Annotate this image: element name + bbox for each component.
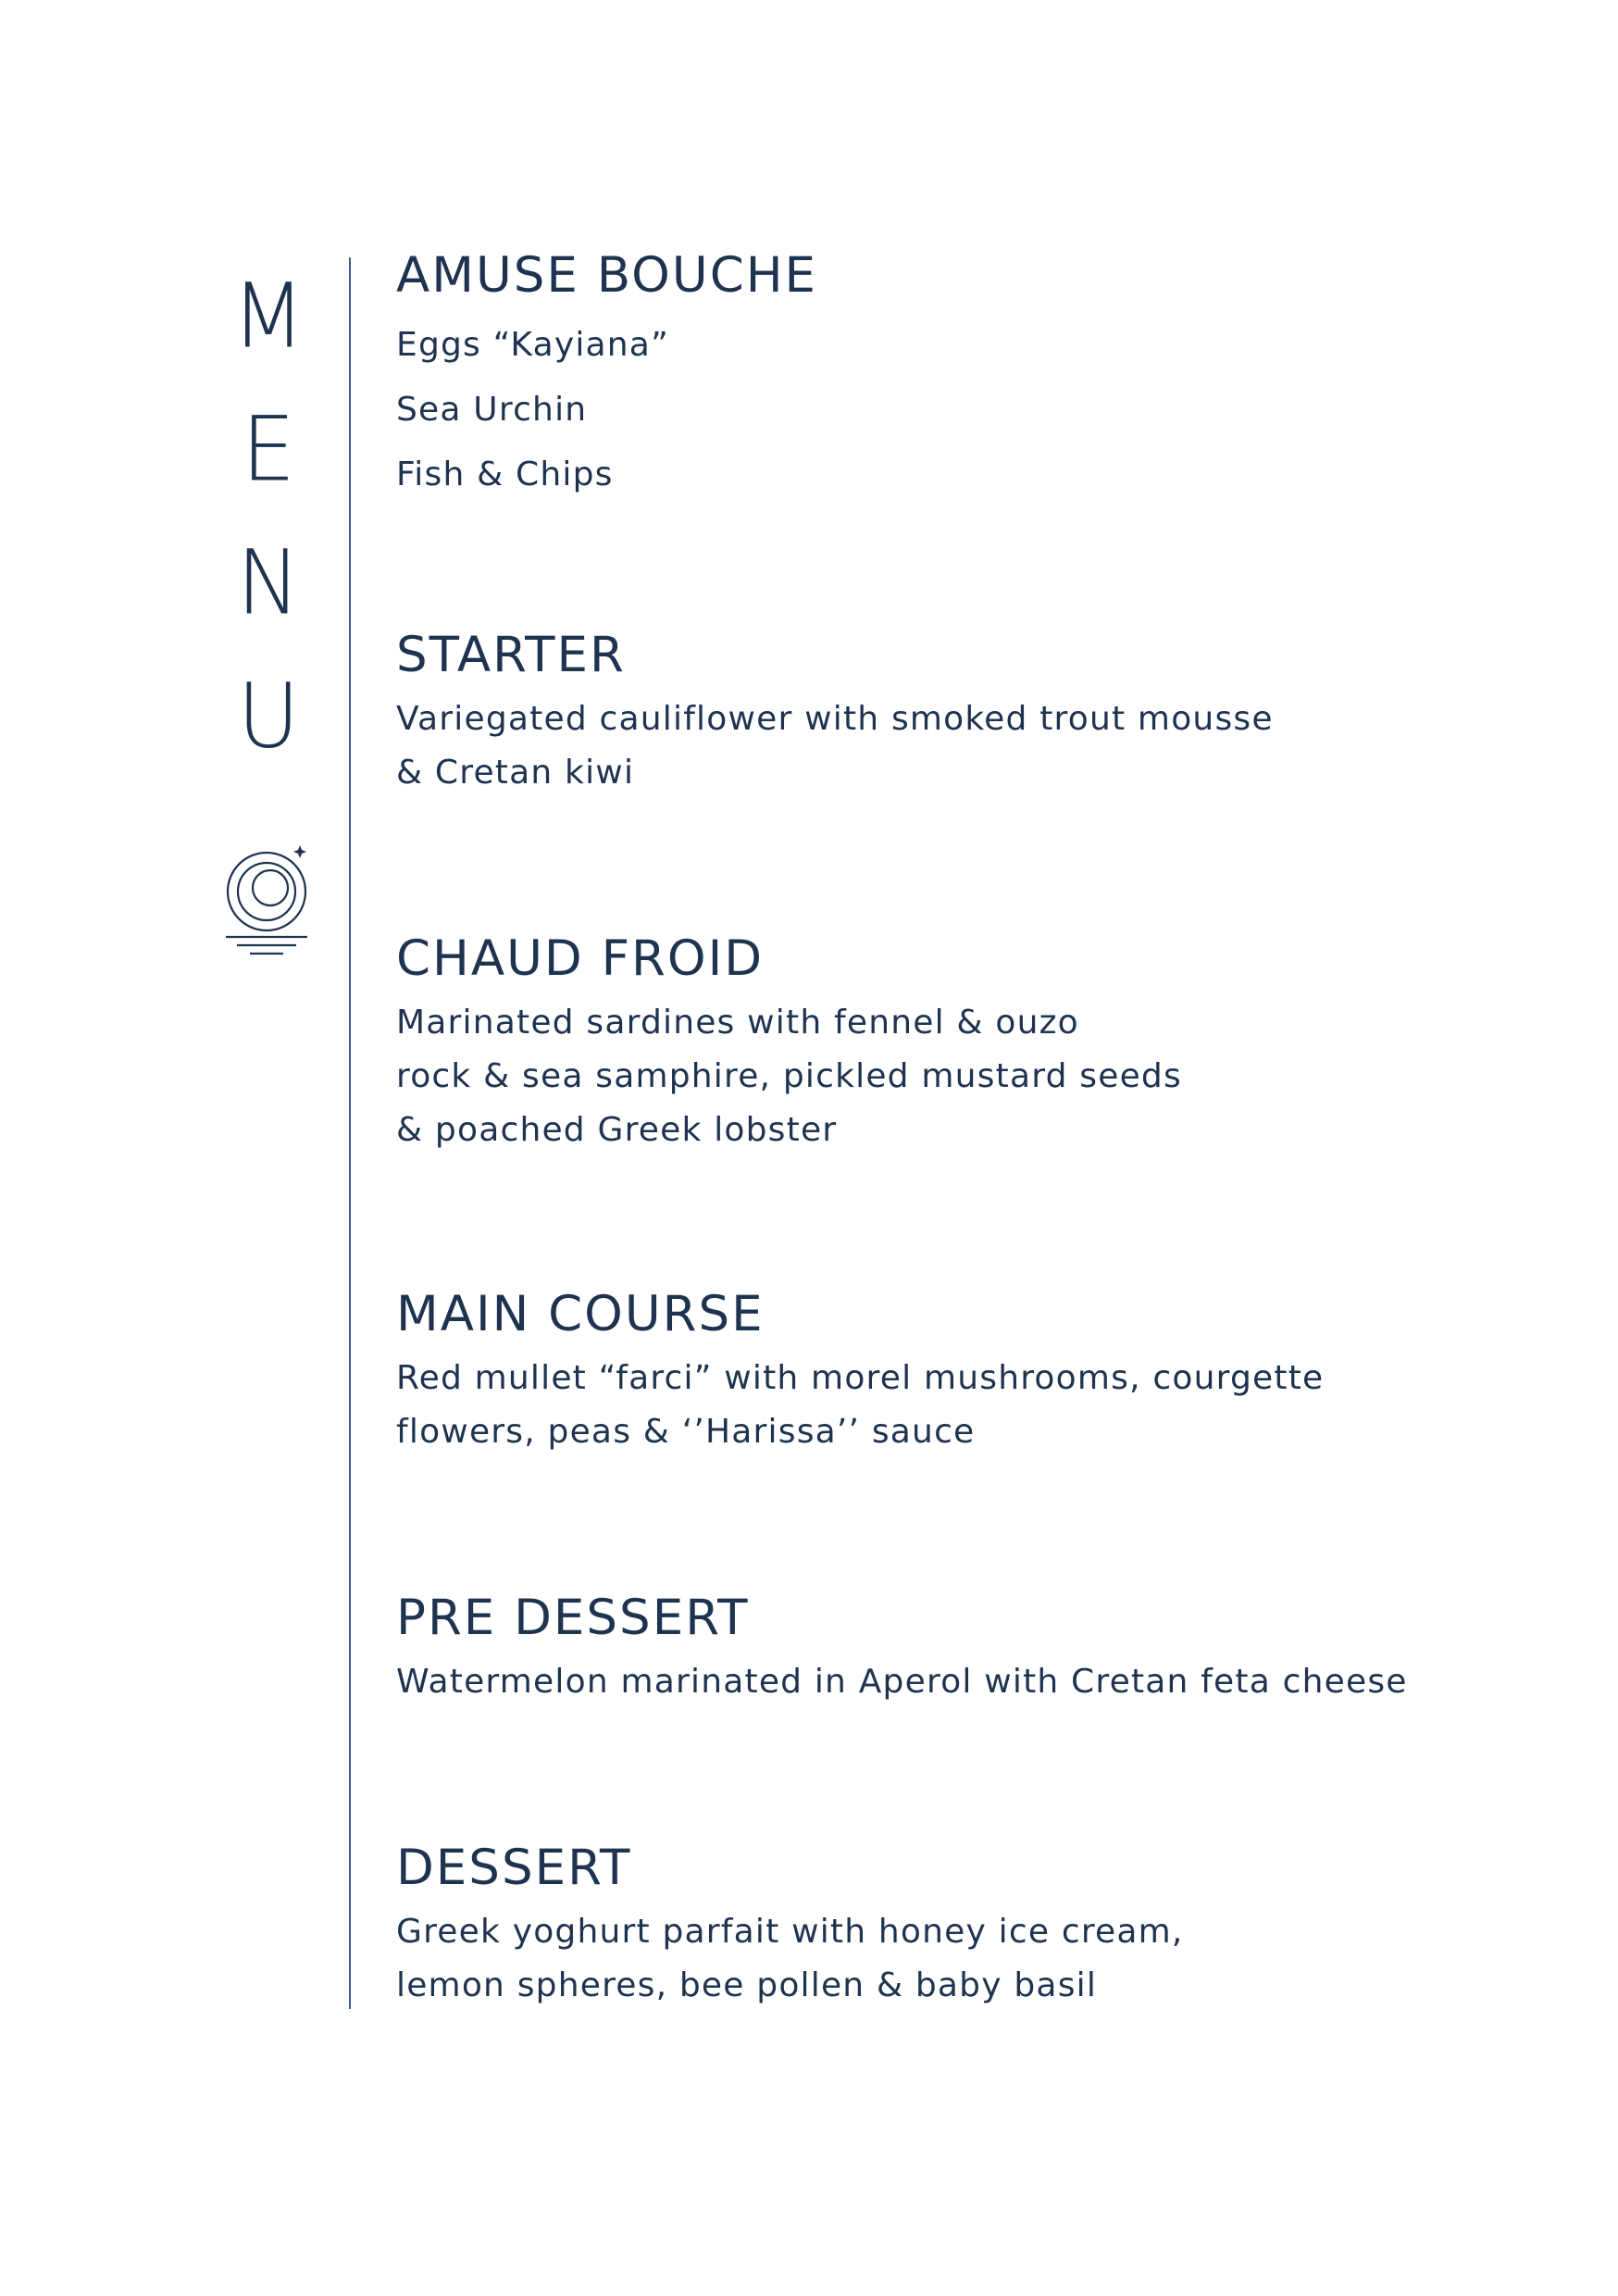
section-title: CHAUD FROID <box>396 930 765 987</box>
section-dessert <box>396 1839 1562 2013</box>
section-pre-dessert <box>396 1589 1562 1709</box>
menu-letter-n: N <box>236 530 301 635</box>
vertical-menu-title <box>222 250 315 783</box>
section-title: PRE DESSERT <box>396 1590 750 1646</box>
menu-item-line: Greek yoghurt parfait with honey ice cream, <box>396 1913 1184 1951</box>
menu-item: Fish & Chips <box>396 455 614 493</box>
menu-letter-u: U <box>237 664 300 768</box>
menu-item-line: Variegated cauliflower with smoked trout mousse <box>396 700 1274 738</box>
menu-item-line: rock & sea samphire, pickled mustard seeds <box>396 1057 1182 1095</box>
menu-item-line: Watermelon marinated in Aperol with Cretan feta cheese <box>396 1663 1408 1701</box>
section-chaud-froid <box>396 930 1562 1157</box>
section-title: STARTER <box>396 627 626 683</box>
section-title: AMUSE BOUCHE <box>396 247 818 304</box>
menu-item: Sea Urchin <box>396 391 588 429</box>
section-title: MAIN COURSE <box>396 1286 765 1342</box>
menu-item-line: Red mullet “farci” with morel mushrooms, courgette <box>396 1359 1325 1397</box>
menu-item-line: & poached Greek lobster <box>396 1111 838 1149</box>
menu-item: Eggs “Kayiana” <box>396 326 669 364</box>
section-amuse-bouche <box>396 246 1562 507</box>
vertical-divider <box>349 257 351 2009</box>
menu-item-line: lemon spheres, bee pollen & baby basil <box>396 1966 1098 2004</box>
menu-item-line: Marinated sardines with fennel & ouzo <box>396 1004 1079 1042</box>
plate-moon-logo-icon <box>220 838 317 958</box>
menu-item-line: & Cretan kiwi <box>396 754 635 792</box>
section-title: DESSERT <box>396 1840 632 1896</box>
menu-letter-e: E <box>241 397 296 502</box>
section-main-course <box>396 1285 1562 1459</box>
menu-item-line: flowers, peas & ‘’Harissa’’ sauce <box>396 1413 976 1451</box>
section-starter <box>396 626 1562 800</box>
menu-letter-m: M <box>231 264 305 368</box>
